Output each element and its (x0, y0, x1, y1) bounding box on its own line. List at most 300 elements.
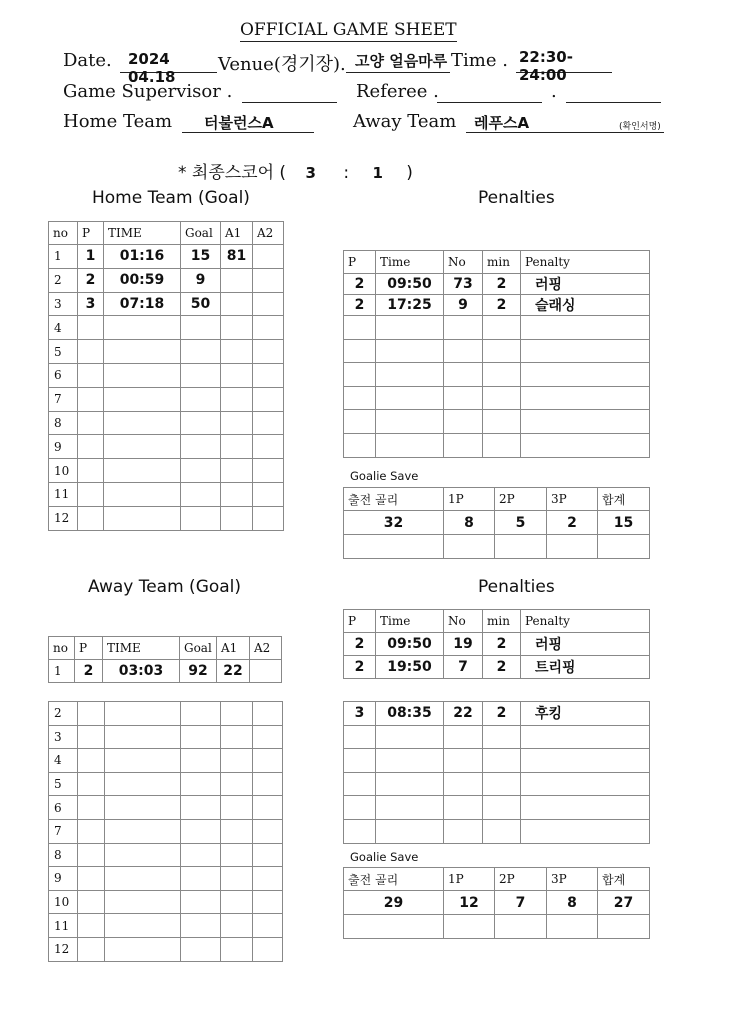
cell-time[interactable] (376, 796, 444, 820)
cell-time[interactable] (105, 702, 181, 726)
cell-penalty[interactable] (521, 433, 650, 457)
cell-a2[interactable] (253, 459, 284, 483)
save-blank-row (344, 915, 650, 939)
cell-time[interactable] (105, 937, 181, 961)
cell-no[interactable]: 5 (49, 772, 78, 796)
cell-goal[interactable] (181, 411, 221, 435)
cell-blank[interactable] (444, 915, 495, 939)
cell-goal[interactable] (181, 506, 221, 530)
cell-p[interactable] (78, 411, 104, 435)
cell-a2[interactable] (253, 843, 283, 867)
header-cell-p3[interactable]: 3P (547, 488, 598, 511)
cell-min[interactable] (483, 796, 521, 820)
cell-no[interactable] (444, 339, 483, 363)
supervisor-field[interactable] (242, 80, 337, 103)
header-cell-time[interactable]: TIME (104, 222, 181, 245)
cell-time[interactable] (376, 819, 444, 843)
cell-p[interactable] (344, 819, 376, 843)
cell-min[interactable] (483, 819, 521, 843)
cell-time[interactable] (376, 725, 444, 749)
cell-a2[interactable] (253, 363, 284, 387)
cell-p[interactable] (78, 749, 105, 773)
cell-a2[interactable] (253, 867, 283, 891)
cell-goal[interactable] (181, 937, 221, 961)
cell-time[interactable] (376, 363, 444, 387)
cell-penalty[interactable]: 후킹 (521, 702, 650, 726)
cell-p[interactable] (78, 867, 105, 891)
cell-time[interactable] (376, 339, 444, 363)
cell-no[interactable]: 7 (49, 387, 78, 411)
cell-goal[interactable]: 92 (180, 660, 217, 683)
cell-no[interactable]: 12 (49, 506, 78, 530)
cell-a2[interactable] (253, 506, 284, 530)
cell-goal[interactable] (181, 890, 221, 914)
cell-goal[interactable] (181, 867, 221, 891)
cell-a2[interactable] (253, 702, 283, 726)
cell-a2[interactable] (253, 245, 284, 269)
cell-p[interactable] (344, 316, 376, 340)
cell-no[interactable] (444, 410, 483, 434)
header-cell-goalie[interactable]: 출전 골리 (344, 868, 444, 891)
header-cell-min[interactable]: min (483, 610, 521, 633)
cell-a1[interactable] (221, 340, 253, 364)
cell-p[interactable] (78, 843, 105, 867)
cell-p[interactable] (344, 772, 376, 796)
cell-time[interactable]: 09:50 (376, 633, 444, 656)
cell-blank[interactable] (598, 535, 650, 559)
cell-goal[interactable] (181, 819, 221, 843)
date-label: Date. (63, 50, 112, 71)
cell-blank[interactable] (495, 915, 547, 939)
cell-p[interactable] (78, 890, 105, 914)
cell-a2[interactable] (253, 772, 283, 796)
cell-penalty[interactable]: 러핑 (521, 633, 650, 656)
cell-min[interactable] (483, 433, 521, 457)
cell-no[interactable]: 1 (49, 245, 78, 269)
cell-no[interactable]: 9 (49, 867, 78, 891)
cell-a1[interactable] (221, 387, 253, 411)
header-cell-a2[interactable]: A2 (250, 637, 282, 660)
cell-time[interactable] (104, 435, 181, 459)
cell-a2[interactable] (250, 660, 282, 683)
cell-goal[interactable] (181, 363, 221, 387)
cell-p[interactable] (78, 914, 105, 938)
table-header-row (49, 222, 284, 245)
cell-time[interactable] (104, 482, 181, 506)
cell-a2[interactable] (253, 796, 283, 820)
cell-p[interactable] (344, 796, 376, 820)
cell-min[interactable]: 2 (483, 656, 521, 679)
cell-min[interactable] (483, 725, 521, 749)
cell-goal[interactable] (181, 459, 221, 483)
cell-goal[interactable] (181, 914, 221, 938)
cell-a1[interactable] (221, 411, 253, 435)
cell-p[interactable] (78, 725, 105, 749)
cell-no[interactable]: 5 (49, 340, 78, 364)
cell-penalty[interactable]: 슬래싱 (521, 295, 650, 316)
cell-a2[interactable] (253, 749, 283, 773)
cell-p[interactable] (344, 725, 376, 749)
cell-a2[interactable] (253, 725, 283, 749)
cell-no[interactable]: 19 (444, 633, 483, 656)
cell-no[interactable]: 1 (49, 660, 75, 683)
cell-a2[interactable] (253, 316, 284, 340)
cell-a1[interactable] (221, 725, 253, 749)
cell-p[interactable] (344, 433, 376, 457)
cell-goal[interactable] (181, 482, 221, 506)
header-cell-time[interactable]: Time (376, 610, 444, 633)
header-cell-a1[interactable]: A1 (221, 222, 253, 245)
cell-p[interactable] (78, 702, 105, 726)
cell-p[interactable] (78, 340, 104, 364)
cell-p[interactable] (78, 363, 104, 387)
cell-p[interactable]: 2 (344, 274, 376, 295)
cell-blank[interactable] (547, 535, 598, 559)
cell-no[interactable]: 2 (49, 268, 78, 292)
cell-min[interactable] (483, 339, 521, 363)
header-cell-p[interactable]: P (344, 610, 376, 633)
score-away: 1 (372, 164, 383, 182)
cell-goal[interactable] (181, 843, 221, 867)
header-cell-goalie[interactable]: 출전 골리 (344, 488, 444, 511)
cell-penalty[interactable] (521, 819, 650, 843)
cell-time[interactable] (105, 819, 181, 843)
cell-blank[interactable] (444, 535, 495, 559)
goal-row (49, 411, 284, 435)
cell-no[interactable]: 2 (49, 702, 78, 726)
cell-time[interactable]: 09:50 (376, 274, 444, 295)
header-cell-no[interactable]: No (444, 251, 483, 274)
cell-penalty[interactable]: 러핑 (521, 274, 650, 295)
cell-no[interactable]: 4 (49, 749, 78, 773)
cell-p[interactable] (78, 772, 105, 796)
cell-p[interactable] (78, 796, 105, 820)
cell-no[interactable] (444, 433, 483, 457)
header-cell-time[interactable]: Time (376, 251, 444, 274)
cell-a2[interactable] (253, 937, 283, 961)
referee2-dot: . (551, 81, 557, 102)
cell-time[interactable] (105, 914, 181, 938)
cell-goal[interactable] (181, 435, 221, 459)
cell-no[interactable] (444, 749, 483, 773)
goal-row (49, 292, 284, 316)
cell-time[interactable] (376, 410, 444, 434)
cell-time[interactable]: 07:18 (104, 292, 181, 316)
cell-time[interactable] (105, 749, 181, 773)
cell-goalie[interactable]: 32 (344, 511, 444, 535)
cell-a2[interactable] (253, 411, 284, 435)
referee2-field[interactable] (566, 80, 661, 103)
header-cell-a2[interactable]: A2 (253, 222, 284, 245)
cell-a1[interactable] (221, 914, 253, 938)
header-cell-goal[interactable]: Goal (180, 637, 217, 660)
cell-time[interactable] (104, 363, 181, 387)
cell-time[interactable] (104, 459, 181, 483)
header-cell-total[interactable]: 합계 (598, 868, 650, 891)
penalty-row (344, 316, 650, 340)
cell-time[interactable] (376, 749, 444, 773)
cell-p[interactable]: 3 (78, 292, 104, 316)
cell-p2[interactable]: 7 (495, 891, 547, 915)
cell-no[interactable]: 8 (49, 843, 78, 867)
cell-p[interactable] (78, 937, 105, 961)
penalty-row (344, 363, 650, 387)
header-cell-time[interactable]: TIME (103, 637, 180, 660)
cell-time[interactable] (104, 506, 181, 530)
penalty-row (344, 410, 650, 434)
cell-no[interactable]: 11 (49, 482, 78, 506)
cell-a2[interactable] (253, 890, 283, 914)
cell-a1[interactable]: 81 (221, 245, 253, 269)
cell-no[interactable]: 22 (444, 702, 483, 726)
cell-time[interactable] (376, 316, 444, 340)
cell-penalty[interactable] (521, 772, 650, 796)
cell-time[interactable] (105, 890, 181, 914)
cell-goal[interactable]: 50 (181, 292, 221, 316)
cell-no[interactable] (444, 796, 483, 820)
cell-time[interactable] (376, 433, 444, 457)
header-cell-no[interactable]: No (444, 610, 483, 633)
cell-p3[interactable]: 2 (547, 511, 598, 535)
cell-no[interactable]: 7 (49, 819, 78, 843)
cell-a1[interactable] (221, 268, 253, 292)
cell-time[interactable] (105, 772, 181, 796)
goal-row (49, 316, 284, 340)
cell-p1[interactable]: 12 (444, 891, 495, 915)
cell-penalty[interactable] (521, 316, 650, 340)
cell-p3[interactable]: 8 (547, 891, 598, 915)
venue-field[interactable] (346, 50, 450, 73)
cell-a1[interactable] (221, 316, 253, 340)
cell-a2[interactable] (253, 914, 283, 938)
cell-a1[interactable] (221, 772, 253, 796)
cell-time[interactable]: 01:16 (104, 245, 181, 269)
cell-goal[interactable] (181, 702, 221, 726)
cell-min[interactable] (483, 749, 521, 773)
cell-a1[interactable] (221, 435, 253, 459)
cell-penalty[interactable] (521, 796, 650, 820)
cell-min[interactable]: 2 (483, 295, 521, 316)
cell-no[interactable]: 11 (49, 914, 78, 938)
cell-penalty[interactable] (521, 749, 650, 773)
cell-goal[interactable] (181, 316, 221, 340)
cell-time[interactable] (105, 796, 181, 820)
cell-no[interactable] (444, 386, 483, 410)
date-field[interactable] (120, 50, 217, 86)
cell-p[interactable]: 3 (344, 702, 376, 726)
header-cell-min[interactable]: min (483, 251, 521, 274)
cell-no[interactable]: 3 (49, 725, 78, 749)
cell-blank[interactable] (547, 915, 598, 939)
cell-no[interactable] (444, 316, 483, 340)
cell-goal[interactable] (181, 772, 221, 796)
cell-time[interactable]: 19:50 (376, 656, 444, 679)
cell-p[interactable] (344, 339, 376, 363)
cell-p[interactable] (78, 387, 104, 411)
cell-time[interactable] (104, 316, 181, 340)
cell-goal[interactable] (181, 749, 221, 773)
cell-min[interactable] (483, 386, 521, 410)
cell-time[interactable] (104, 411, 181, 435)
cell-p[interactable] (344, 363, 376, 387)
goal-row (49, 363, 284, 387)
cell-blank[interactable] (344, 535, 444, 559)
header-cell-p[interactable]: P (75, 637, 103, 660)
cell-p[interactable]: 2 (344, 656, 376, 679)
header-cell-p2[interactable]: 2P (495, 868, 547, 891)
cell-blank[interactable] (495, 535, 547, 559)
header-cell-a1[interactable]: A1 (217, 637, 250, 660)
cell-p2[interactable]: 5 (495, 511, 547, 535)
cell-penalty[interactable]: 트리핑 (521, 656, 650, 679)
cell-a1[interactable] (221, 937, 253, 961)
header-cell-total[interactable]: 합계 (598, 488, 650, 511)
cell-p1[interactable]: 8 (444, 511, 495, 535)
cell-a1[interactable] (221, 292, 253, 316)
cell-p[interactable] (78, 506, 104, 530)
cell-goal[interactable]: 15 (181, 245, 221, 269)
cell-goal[interactable] (181, 387, 221, 411)
cell-blank[interactable] (344, 915, 444, 939)
header-cell-p2[interactable]: 2P (495, 488, 547, 511)
away-goalie-save-table (343, 867, 650, 939)
cell-a2[interactable] (253, 435, 284, 459)
cell-a1[interactable] (221, 890, 253, 914)
cell-a2[interactable] (253, 819, 283, 843)
cell-no[interactable] (444, 819, 483, 843)
cell-penalty[interactable] (521, 410, 650, 434)
cell-a1[interactable] (221, 843, 253, 867)
cell-min[interactable]: 2 (483, 702, 521, 726)
cell-a2[interactable] (253, 340, 284, 364)
cell-no[interactable] (444, 772, 483, 796)
header-cell-no[interactable]: no (49, 222, 78, 245)
cell-no[interactable]: 3 (49, 292, 78, 316)
cell-a1[interactable] (221, 749, 253, 773)
cell-min[interactable] (483, 772, 521, 796)
header-cell-p[interactable]: P (344, 251, 376, 274)
table-header-row (344, 488, 650, 511)
cell-time[interactable] (376, 772, 444, 796)
cell-p[interactable]: 2 (75, 660, 103, 683)
goal-row (49, 749, 283, 773)
header-cell-penalty[interactable]: Penalty (521, 610, 650, 633)
cell-p[interactable]: 2 (344, 633, 376, 656)
cell-min[interactable] (483, 316, 521, 340)
cell-penalty[interactable] (521, 339, 650, 363)
home-team-field[interactable] (182, 110, 314, 133)
cell-time[interactable] (104, 340, 181, 364)
cell-penalty[interactable] (521, 725, 650, 749)
cell-time[interactable]: 17:25 (376, 295, 444, 316)
cell-no[interactable] (444, 363, 483, 387)
cell-p[interactable] (78, 482, 104, 506)
cell-a2[interactable] (253, 482, 284, 506)
cell-penalty[interactable] (521, 363, 650, 387)
cell-no[interactable]: 6 (49, 796, 78, 820)
cell-p[interactable] (344, 749, 376, 773)
cell-min[interactable]: 2 (483, 633, 521, 656)
cell-no[interactable]: 73 (444, 274, 483, 295)
cell-a1[interactable]: 22 (217, 660, 250, 683)
cell-goal[interactable] (181, 796, 221, 820)
cell-no[interactable] (444, 725, 483, 749)
cell-goalie[interactable]: 29 (344, 891, 444, 915)
cell-a1[interactable] (221, 482, 253, 506)
cell-time[interactable]: 00:59 (104, 268, 181, 292)
cell-time[interactable] (105, 867, 181, 891)
cell-penalty[interactable] (521, 386, 650, 410)
cell-no[interactable]: 6 (49, 363, 78, 387)
cell-time[interactable] (105, 843, 181, 867)
cell-p[interactable] (78, 459, 104, 483)
cell-no[interactable]: 4 (49, 316, 78, 340)
cell-p[interactable]: 1 (78, 245, 104, 269)
cell-p[interactable]: 2 (344, 295, 376, 316)
cell-p[interactable] (78, 316, 104, 340)
referee-field[interactable] (437, 80, 542, 103)
cell-no[interactable]: 7 (444, 656, 483, 679)
cell-time[interactable]: 03:03 (103, 660, 180, 683)
cell-no[interactable]: 10 (49, 459, 78, 483)
cell-a1[interactable] (221, 459, 253, 483)
cell-no[interactable]: 9 (444, 295, 483, 316)
cell-no[interactable]: 10 (49, 890, 78, 914)
penalty-row (344, 702, 650, 726)
cell-a1[interactable] (221, 506, 253, 530)
cell-a2[interactable] (253, 268, 284, 292)
cell-goal[interactable]: 9 (181, 268, 221, 292)
header-cell-p3[interactable]: 3P (547, 868, 598, 891)
cell-goal[interactable] (181, 725, 221, 749)
cell-no[interactable]: 12 (49, 937, 78, 961)
cell-a2[interactable] (253, 292, 284, 316)
cell-min[interactable] (483, 363, 521, 387)
cell-p[interactable] (344, 386, 376, 410)
cell-a1[interactable] (221, 867, 253, 891)
cell-total[interactable]: 27 (598, 891, 650, 915)
cell-total[interactable]: 15 (598, 511, 650, 535)
cell-min[interactable]: 2 (483, 274, 521, 295)
goal-row (49, 268, 284, 292)
header-cell-p1[interactable]: 1P (444, 488, 495, 511)
time-field[interactable] (516, 48, 612, 84)
cell-goal[interactable] (181, 340, 221, 364)
cell-p[interactable] (78, 819, 105, 843)
cell-p[interactable] (344, 410, 376, 434)
cell-a1[interactable] (221, 819, 253, 843)
cell-time[interactable] (105, 725, 181, 749)
header-cell-penalty[interactable]: Penalty (521, 251, 650, 274)
header-cell-p1[interactable]: 1P (444, 868, 495, 891)
header-cell-goal[interactable]: Goal (181, 222, 221, 245)
cell-a2[interactable] (253, 387, 284, 411)
cell-time[interactable] (376, 386, 444, 410)
cell-p[interactable]: 2 (78, 268, 104, 292)
header-cell-p[interactable]: P (78, 222, 104, 245)
cell-no[interactable]: 9 (49, 435, 78, 459)
cell-time[interactable] (104, 387, 181, 411)
cell-blank[interactable] (598, 915, 650, 939)
cell-a1[interactable] (221, 702, 253, 726)
cell-a1[interactable] (221, 363, 253, 387)
cell-no[interactable]: 8 (49, 411, 78, 435)
cell-a1[interactable] (221, 796, 253, 820)
cell-time[interactable]: 08:35 (376, 702, 444, 726)
header-cell-no[interactable]: no (49, 637, 75, 660)
cell-p[interactable] (78, 435, 104, 459)
cell-min[interactable] (483, 410, 521, 434)
